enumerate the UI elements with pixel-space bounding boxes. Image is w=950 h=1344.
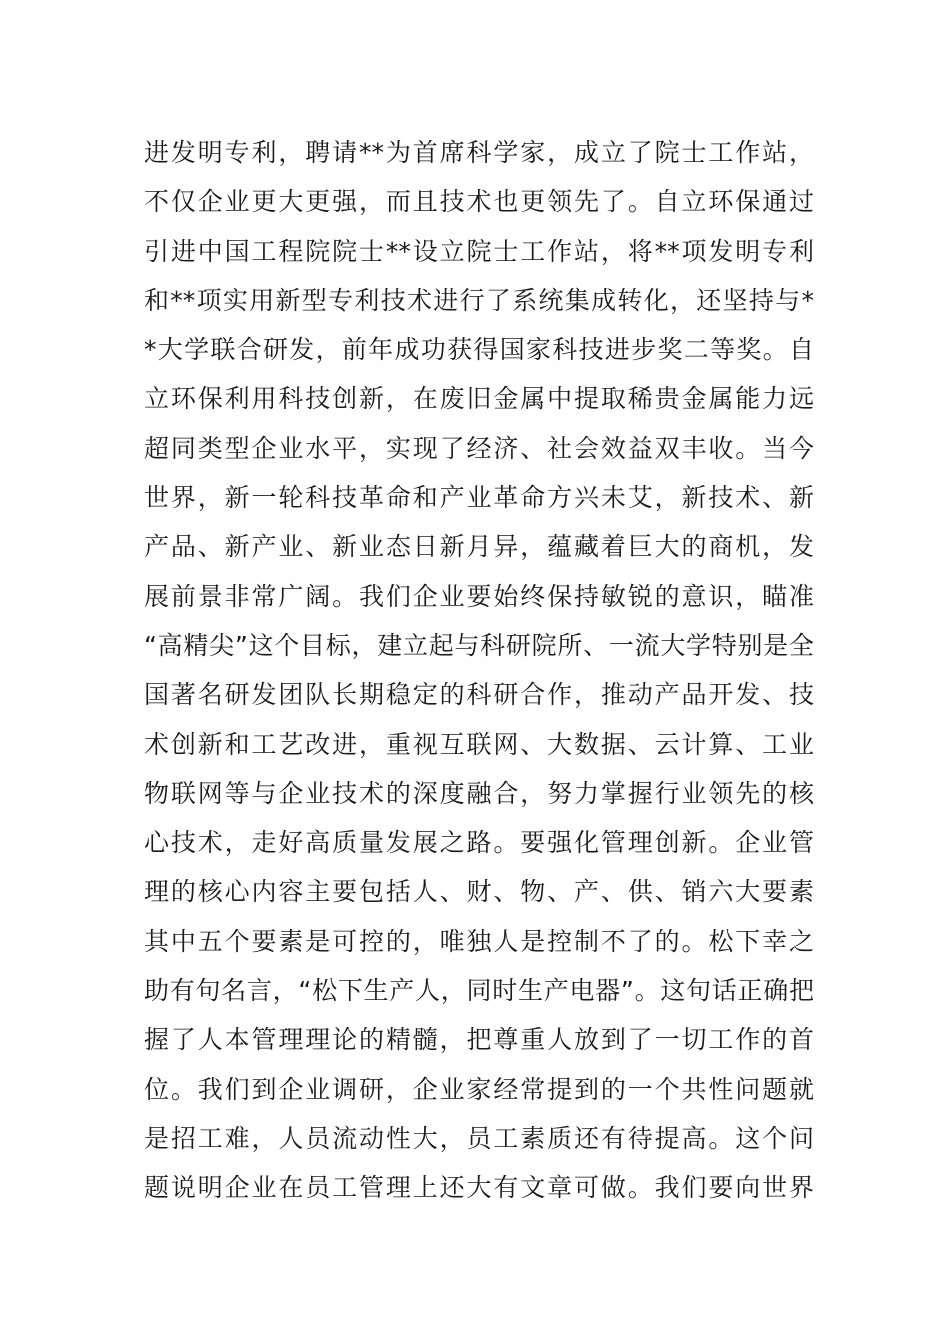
- text-line: *大学联合研发，前年成功获得国家科技进步奖二等奖。自: [144, 335, 814, 365]
- text-line: 位。我们到企业调研，企业家经常提到的一个共性问题就: [144, 1074, 814, 1104]
- text-line: 物联网等与企业技术的深度融合，努力掌握行业领先的核: [144, 778, 814, 808]
- body-text: [144, 128, 814, 1213]
- text-line: 世界，新一轮科技革命和产业革命方兴未艾，新技术、新: [144, 483, 814, 513]
- text-line: 产品、新产业、新业态日新月异，蕴藏着巨大的商机，发: [144, 532, 814, 562]
- text-line: 国著名研发团队长期稳定的科研合作，推动产品开发、技: [144, 680, 814, 710]
- text-line: 握了人本管理理论的精髓，把尊重人放到了一切工作的首: [144, 1025, 814, 1055]
- text-line: 超同类型企业水平，实现了经济、社会效益双丰收。当今: [144, 433, 814, 463]
- text-line: 术创新和工艺改进，重视互联网、大数据、云计算、工业: [144, 729, 814, 759]
- text-line: 不仅企业更大更强，而且技术也更领先了。自立环保通过: [144, 187, 814, 217]
- text-line: “高精尖”这个目标，建立起与科研院所、一流大学特别是全: [144, 630, 814, 660]
- text-line: 和**项实用新型专利技术进行了系统集成转化，还坚持与*: [144, 285, 814, 315]
- text-line: 题说明企业在员工管理上还大有文章可做。我们要向世界: [144, 1173, 814, 1203]
- text-line: 理的核心内容主要包括人、财、物、产、供、销六大要素: [144, 877, 814, 907]
- text-line: 进发明专利，聘请**为首席科学家，成立了院士工作站，: [144, 138, 814, 167]
- text-line: 是招工难，人员流动性大，员工素质还有待提高。这个问: [144, 1123, 814, 1153]
- text-line: 其中五个要素是可控的，唯独人是控制不了的。松下幸之: [144, 926, 814, 956]
- text-line: 引进中国工程院院士**设立院士工作站，将**项发明专利: [144, 236, 814, 266]
- text-line: 助有句名言，“松下生产人，同时生产电器”。这句话正确把: [144, 976, 814, 1006]
- text-line: 立环保利用科技创新，在废旧金属中提取稀贵金属能力远: [144, 384, 814, 414]
- text-line: 展前景非常广阔。我们企业要始终保持敏锐的意识，瞄准: [144, 581, 814, 611]
- text-line: 心技术，走好高质量发展之路。要强化管理创新。企业管: [144, 828, 814, 858]
